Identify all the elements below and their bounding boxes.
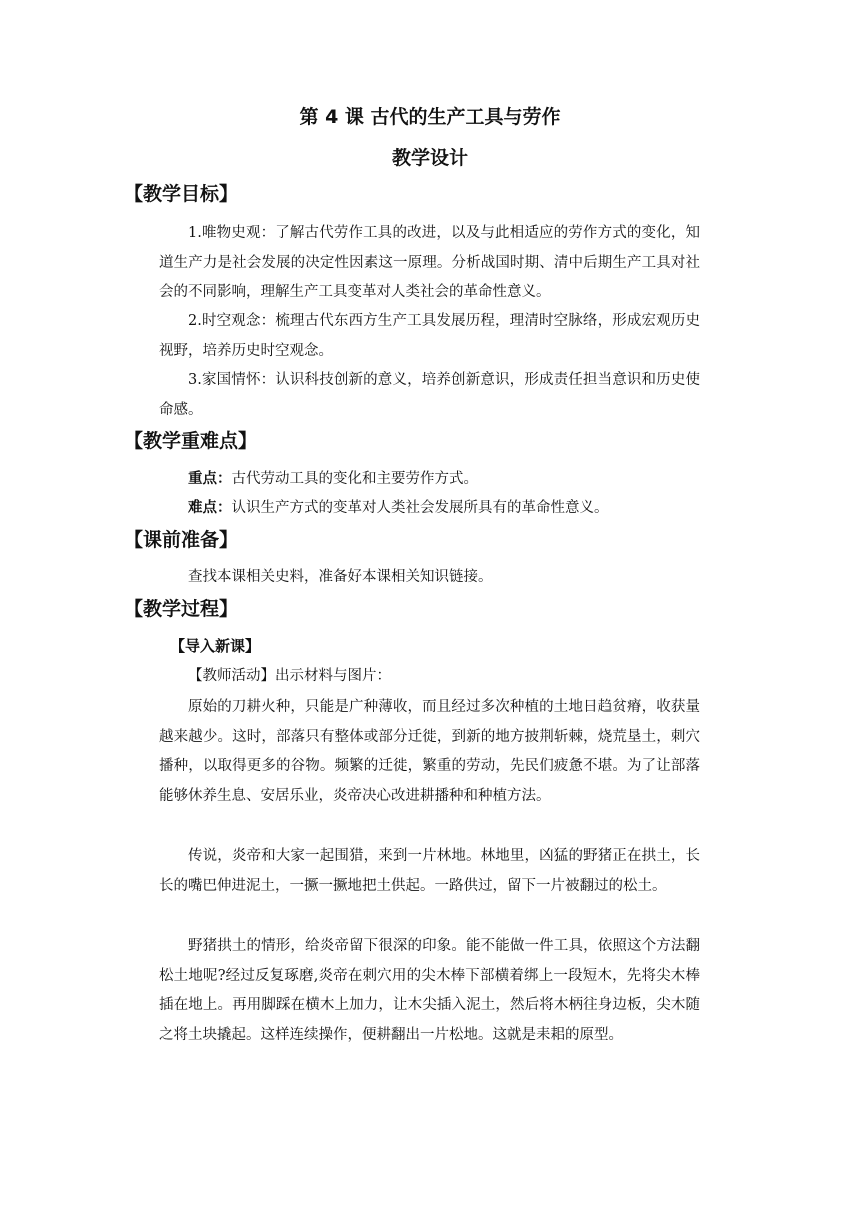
sub-heading-intro: 【导入新课】 bbox=[170, 637, 261, 655]
focus-line bbox=[159, 464, 700, 495]
objective-item-1: 1.唯物史观：了解古代劳作工具的改进，以及与此相适应的劳作方式的变化，知道生产力是社会发展的决定性因素这一原理。分析战国时期、清中后期生产工具对社会的不同影响，理解生产工具变革对人类社会的革命性意义。 bbox=[159, 225, 700, 300]
process-paragraph-2: 传说，炎帝和大家一起围猎，来到一片林地。林地里，凶猛的野猪正在拱土，长长的嘴巴伸进泥土，一撅一撅地把土供起。一路供过，留下一片被翻过的松土。 bbox=[159, 848, 700, 894]
focus-text: 古代劳动工具的变化和主要劳作方式。 bbox=[231, 471, 478, 487]
objective-item-3: 3.家国情怀：认识科技创新的意义，培养创新意识，形成责任担当意识和历史使命感。 bbox=[159, 372, 700, 418]
section-heading-key-points: 【教学重难点】 bbox=[124, 430, 258, 452]
focus-label: 重点： bbox=[188, 470, 232, 487]
section-heading-preparation: 【课前准备】 bbox=[124, 529, 239, 551]
lesson-subtitle: 教学设计 bbox=[391, 147, 468, 169]
difficulty-line bbox=[159, 493, 700, 524]
process-paragraph-1: 原始的刀耕火种，只能是广种薄收，而且经过多次种植的土地日趋贫瘠，收获量越来越少。这时，部落只有整体或部分迁徙，到新的地方披荆斩棘，烧荒垦土，刺穴播种，以取得更多的谷物。频繁的迁徙，繁重的劳动，先民们疲惫不堪。为了让部落能够休养生息、安居乐业，炎帝决心改进耕播种和种植方法。 bbox=[159, 699, 700, 804]
difficulty-text: 认识生产方式的变革对人类社会发展所具有的革命性意义。 bbox=[231, 500, 609, 516]
preparation-text: 查找本课相关史料，准备好本课相关知识链接。 bbox=[188, 569, 493, 585]
process-paragraph-3: 野猪拱土的情形，给炎帝留下很深的印象。能不能做一件工具，依照这个方法翻松土地呢?经过反复琢磨,炎帝在刺穴用的尖木棒下部横着绑上一段短木，先将尖木棒插在地上。再用脚踩在横木上加力，让木尖插入泥土，然后将木柄往身边板，尖木随之将土块撬起。这样连续操作，便耕翻出一片松地。这就是耒耜的原型。 bbox=[159, 938, 700, 1043]
objective-item-2: 2.时空观念：梳理古代东西方生产工具发展历程，理清时空脉络，形成宏观历史视野，培养历史时空观念。 bbox=[159, 313, 700, 359]
difficulty-label: 难点： bbox=[188, 499, 232, 516]
section-heading-objectives: 【教学目标】 bbox=[124, 183, 239, 205]
teacher-activity-line: 【教师活动】出示材料与图片： bbox=[188, 668, 391, 684]
section-heading-process: 【教学过程】 bbox=[124, 598, 239, 620]
lesson-title: 第 4 课 古代的生产工具与劳作 bbox=[299, 106, 561, 128]
